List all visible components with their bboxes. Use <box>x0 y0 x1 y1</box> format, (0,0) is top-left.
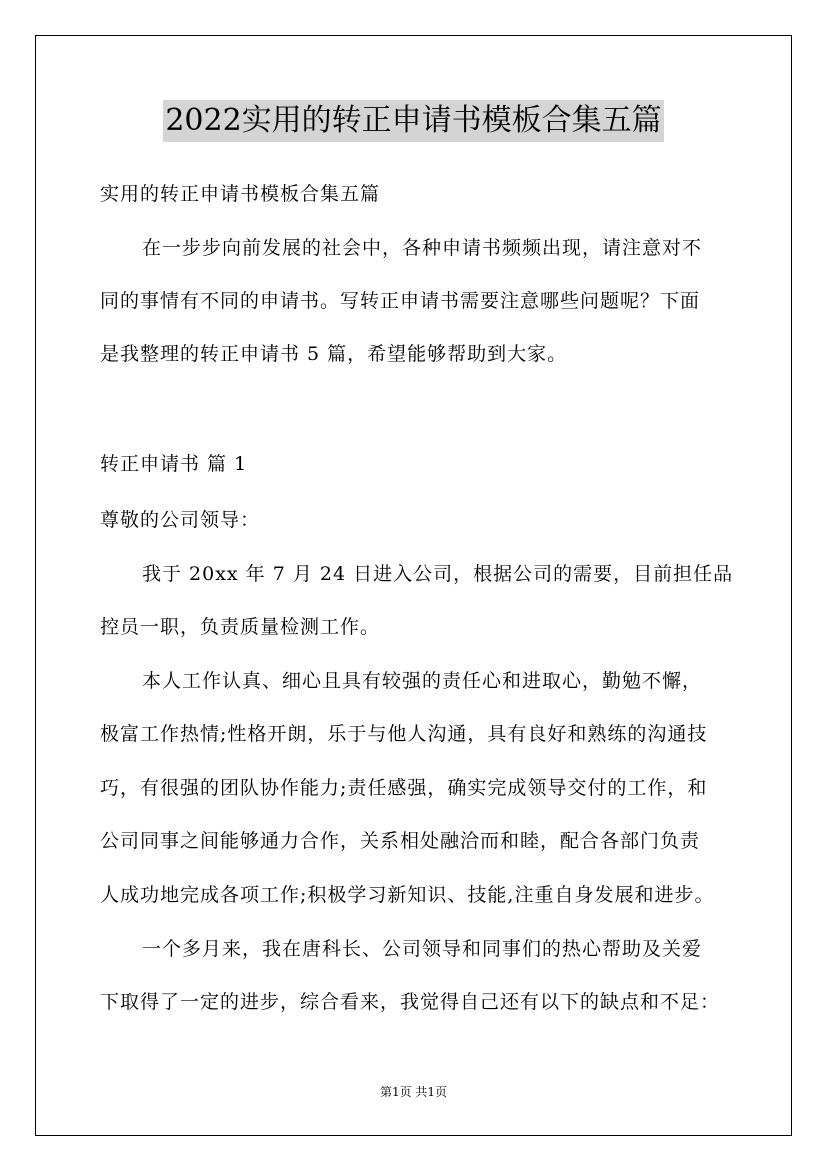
intro-line: 同的事情有不同的申请书。写转正申请书需要注意哪些问题呢？下面 <box>100 290 701 312</box>
paragraph-line: 人成功地完成各项工作;积极学习新知识、技能,注重自身发展和进步。 <box>100 884 715 906</box>
intro-line: 是我整理的转正申请书 5 篇，希望能够帮助到大家。 <box>100 343 568 365</box>
paragraph-line: 控员一职，负责质量检测工作。 <box>100 616 381 638</box>
paragraph-line: 极富工作热情;性格开朗，乐于与他人沟通，具有良好和熟练的沟通技 <box>100 723 708 745</box>
paragraph-line: 下取得了一定的进步，综合看来，我觉得自己还有以下的缺点和不足： <box>100 991 721 1013</box>
paragraph-line: 巧，有很强的团队协作能力;责任感强，确实完成领导交付的工作，和 <box>100 777 708 799</box>
salutation: 尊敬的公司领导： <box>100 509 261 531</box>
intro-line: 在一步步向前发展的社会中，各种申请书频频出现，请注意对不 <box>142 237 703 259</box>
page-footer: 第1页 共1页 <box>379 1085 448 1099</box>
paragraph-line: 本人工作认真、细心且具有较强的责任心和进取心，勤勉不懈， <box>142 670 703 692</box>
document-title-text: 2022实用的转正申请书模板合集五篇 <box>163 100 663 142</box>
paragraph-line: 我于 20xx 年 7 月 24 日进入公司，根据公司的需要，目前担任品 <box>142 563 734 585</box>
paragraph-line: 公司同事之间能够通力合作，关系相处融洽而和睦，配合各部门负责 <box>100 830 701 852</box>
document-title <box>0 100 827 142</box>
paragraph-line: 一个多月来，我在唐科长、公司领导和同事们的热心帮助及关爱 <box>142 938 703 960</box>
section-heading: 转正申请书 篇 1 <box>100 453 248 475</box>
document-subtitle: 实用的转正申请书模板合集五篇 <box>100 183 381 205</box>
